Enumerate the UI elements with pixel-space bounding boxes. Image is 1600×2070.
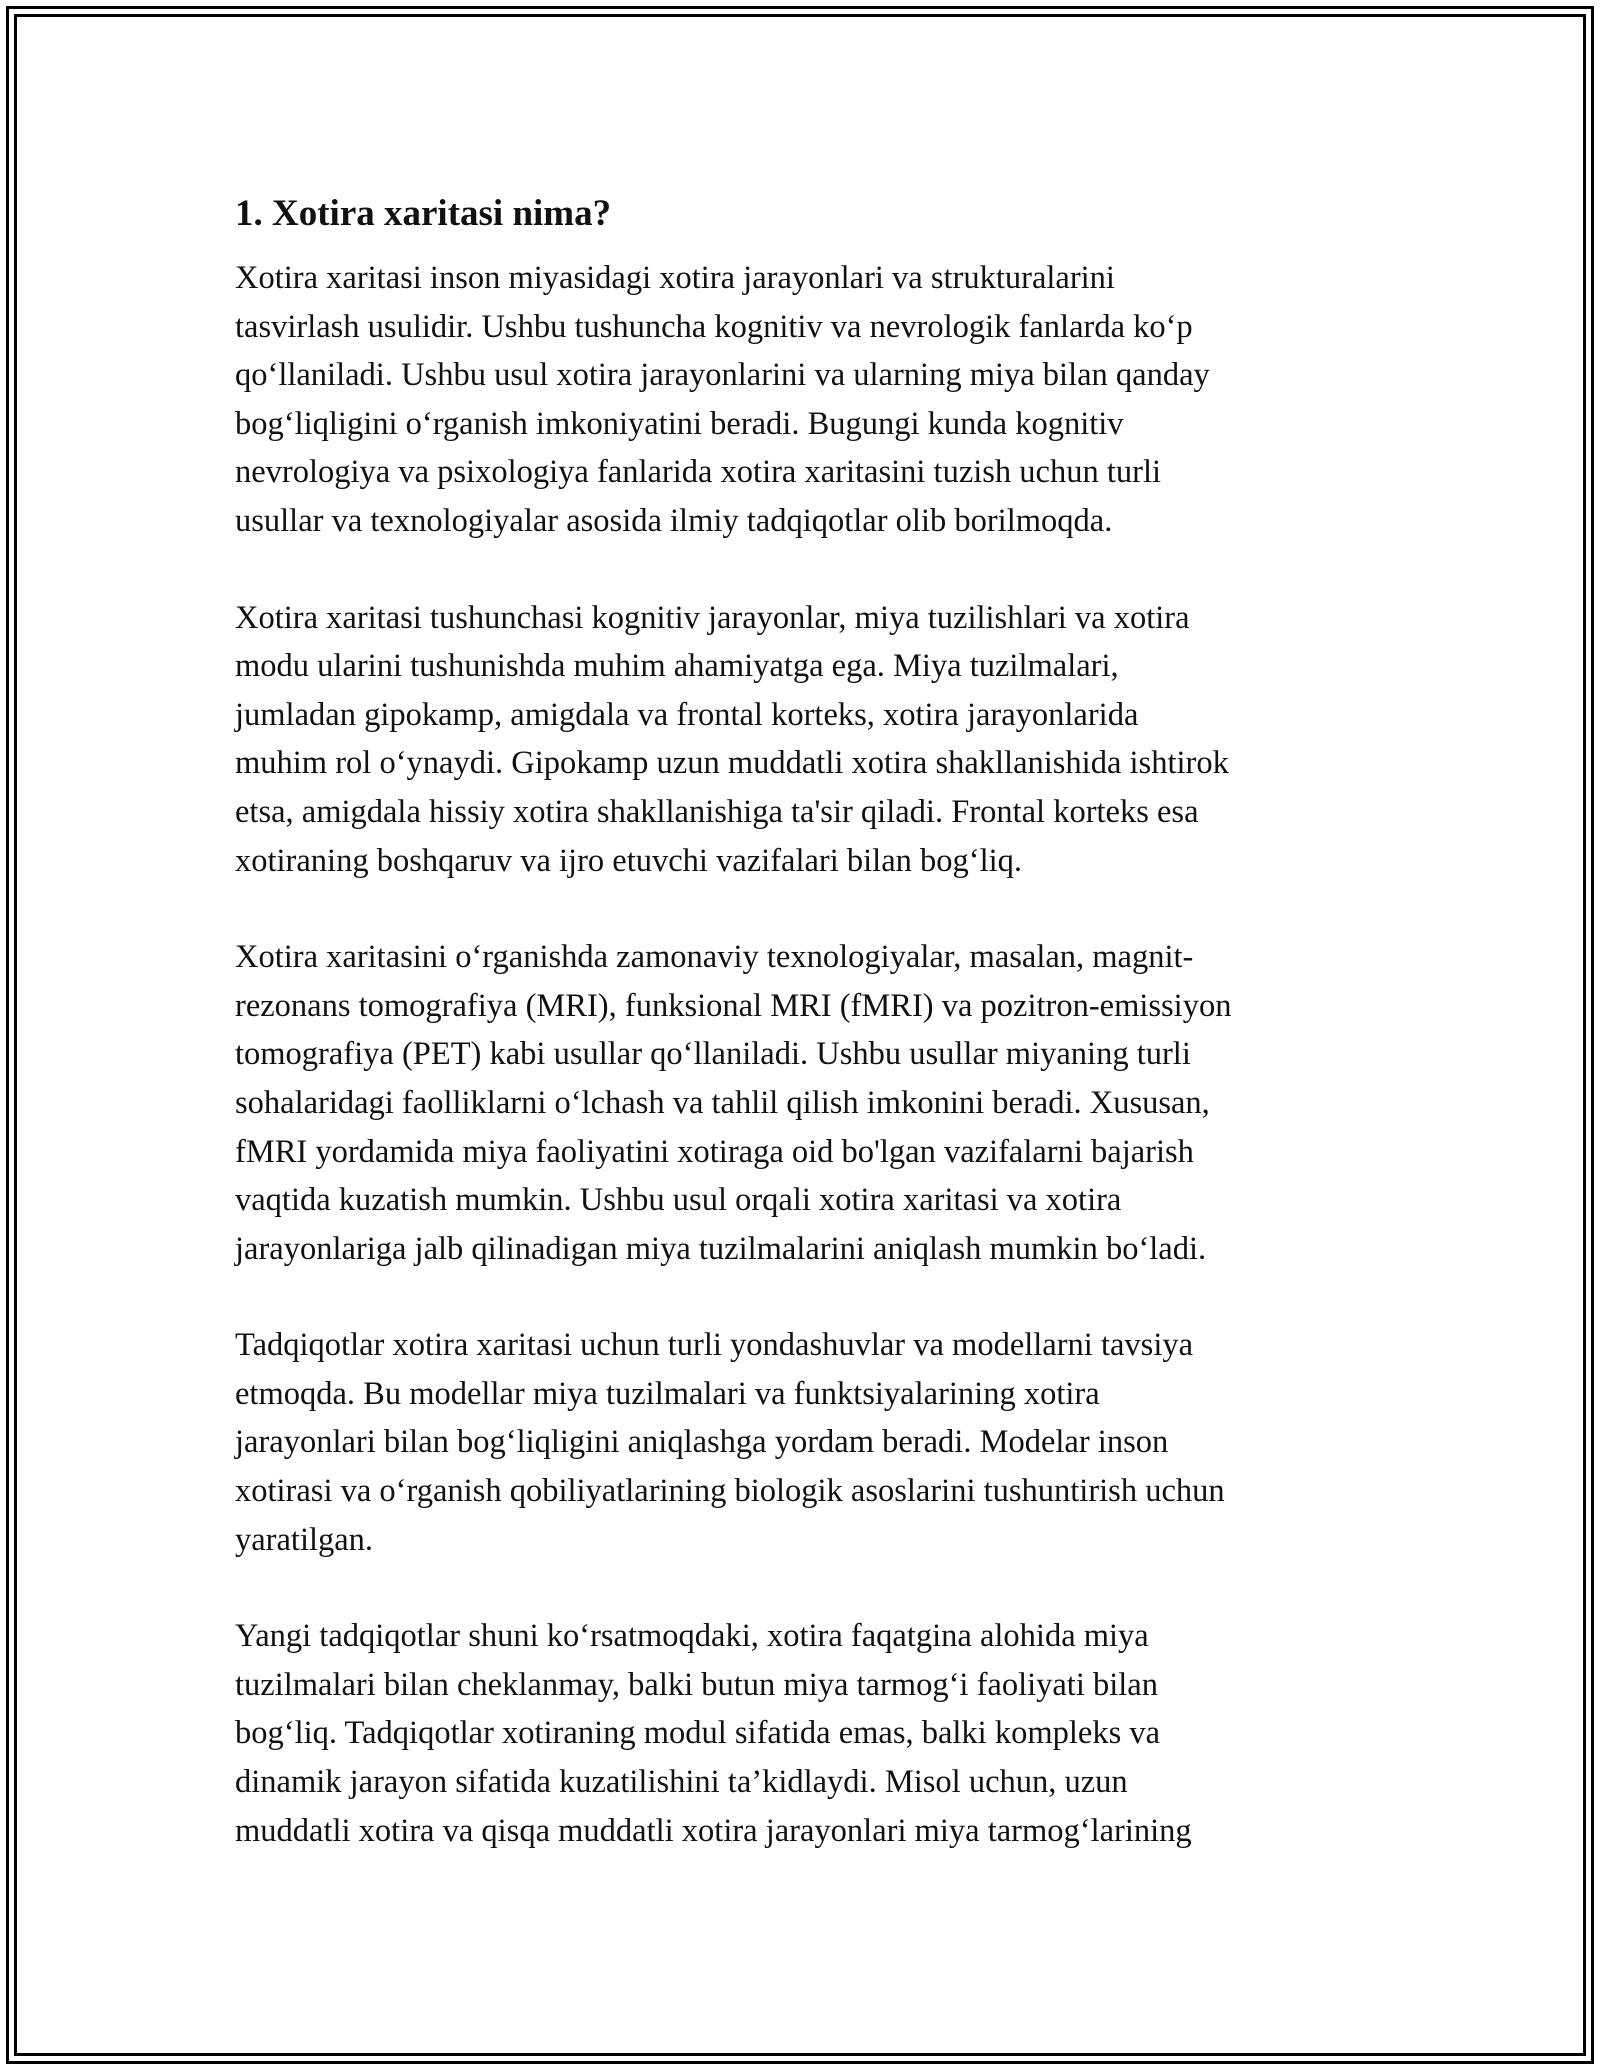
text-line: xotiraning boshqaruv va ijro etuvchi vazifalari bilan bog‘liq. <box>235 842 1022 879</box>
text-line: jumladan gipokamp, amigdala va frontal korteks, xotira jarayonlarida <box>235 696 1139 733</box>
text-line: etmoqda. Bu modellar miya tuzilmalari va funktsiyalarining xotira <box>235 1375 1100 1412</box>
text-line: yaratilgan. <box>235 1521 374 1558</box>
paragraph-1 <box>235 254 1370 546</box>
text-line: muhim rol o‘ynaydi. Gipokamp uzun muddatli xotira shakllanishida ishtirok <box>235 745 1229 782</box>
text-line: nevrologiya va psixologiya fanlarida xotira xaritasini tuzish uchun turli <box>235 454 1162 491</box>
text-line: jarayonlari bilan bog‘liqligini aniqlashga yordam beradi. Modelar inson <box>235 1424 1169 1461</box>
text-line: tasvirlash usulidir. Ushbu tushuncha kognitiv va nevrologik fanlarda ko‘p <box>235 308 1193 345</box>
text-line: sohalaridagi faolliklarni o‘lchash va tahlil qilish imkonini beradi. Xususan, <box>235 1084 1210 1121</box>
document-body <box>235 184 1370 1903</box>
text-line: Xotira xaritasini o‘rganishda zamonaviy texnologiyalar, masalan, magnit- <box>235 939 1194 976</box>
paragraph-5 <box>235 1612 1370 1855</box>
text-line: bog‘liqligini o‘rganish imkoniyatini beradi. Bugungi kunda kognitiv <box>235 405 1124 442</box>
text-line: dinamik jarayon sifatida kuzatilishini ta’kidlaydi. Misol uchun, uzun <box>235 1764 1128 1801</box>
text-line: modu ularini tushunishda muhim ahamiyatga ega. Miya tuzilmalari, <box>235 648 1119 685</box>
text-line: Xotira xaritasi tushunchasi kognitiv jarayonlar, miya tuzilishlari va xotira <box>235 599 1190 636</box>
text-line: bog‘liq. Tadqiqotlar xotiraning modul sifatida emas, balki kompleks va <box>235 1715 1161 1752</box>
paragraph-4 <box>235 1321 1370 1564</box>
text-line: vaqtida kuzatish mumkin. Ushbu usul orqali xotira xaritasi va xotira <box>235 1182 1122 1219</box>
text-line: xotirasi va o‘rganish qobiliyatlarining biologik asoslarini tushuntirish uchun <box>235 1473 1225 1510</box>
text-line: Tadqiqotlar xotira xaritasi uchun turli yondashuvlar va modellarni tavsiya <box>235 1327 1194 1364</box>
text-line: fMRI yordamida miya faoliyatini xotiraga oid bo'lgan vazifalarni bajarish <box>235 1133 1194 1170</box>
paragraph-3 <box>235 933 1370 1273</box>
text-line: etsa, amigdala hissiy xotira shakllanishiga ta'sir qiladi. Frontal korteks esa <box>235 793 1199 830</box>
section-heading: 1. Xotira xaritasi nima? <box>235 193 612 234</box>
text-line: rezonans tomografiya (MRI), funksional MRI (fMRI) va pozitron-emissiyon <box>235 987 1232 1024</box>
text-line: Yangi tadqiqotlar shuni ko‘rsatmoqdaki, xotira faqatgina alohida miya <box>235 1618 1149 1655</box>
text-line: tomografiya (PET) kabi usullar qo‘llaniladi. Ushbu usullar miyaning turli <box>235 1036 1191 1073</box>
text-line: muddatli xotira va qisqa muddatli xotira jarayonlari miya tarmog‘larining <box>235 1812 1192 1849</box>
text-line: qo‘llaniladi. Ushbu usul xotira jarayonlarini va ularning miya bilan qanday <box>235 357 1210 394</box>
paragraph-2 <box>235 594 1370 886</box>
text-line: tuzilmalari bilan cheklanmay, balki butun miya tarmog‘i faoliyati bilan <box>235 1666 1158 1703</box>
text-line: jarayonlariga jalb qilinadigan miya tuzilmalarini aniqlash mumkin bo‘ladi. <box>235 1230 1207 1267</box>
text-line: usullar va texnologiyalar asosida ilmiy tadqiqotlar olib borilmoqda. <box>235 502 1113 539</box>
text-line: Xotira xaritasi inson miyasidagi xotira jarayonlari va strukturalarini <box>235 260 1115 296</box>
